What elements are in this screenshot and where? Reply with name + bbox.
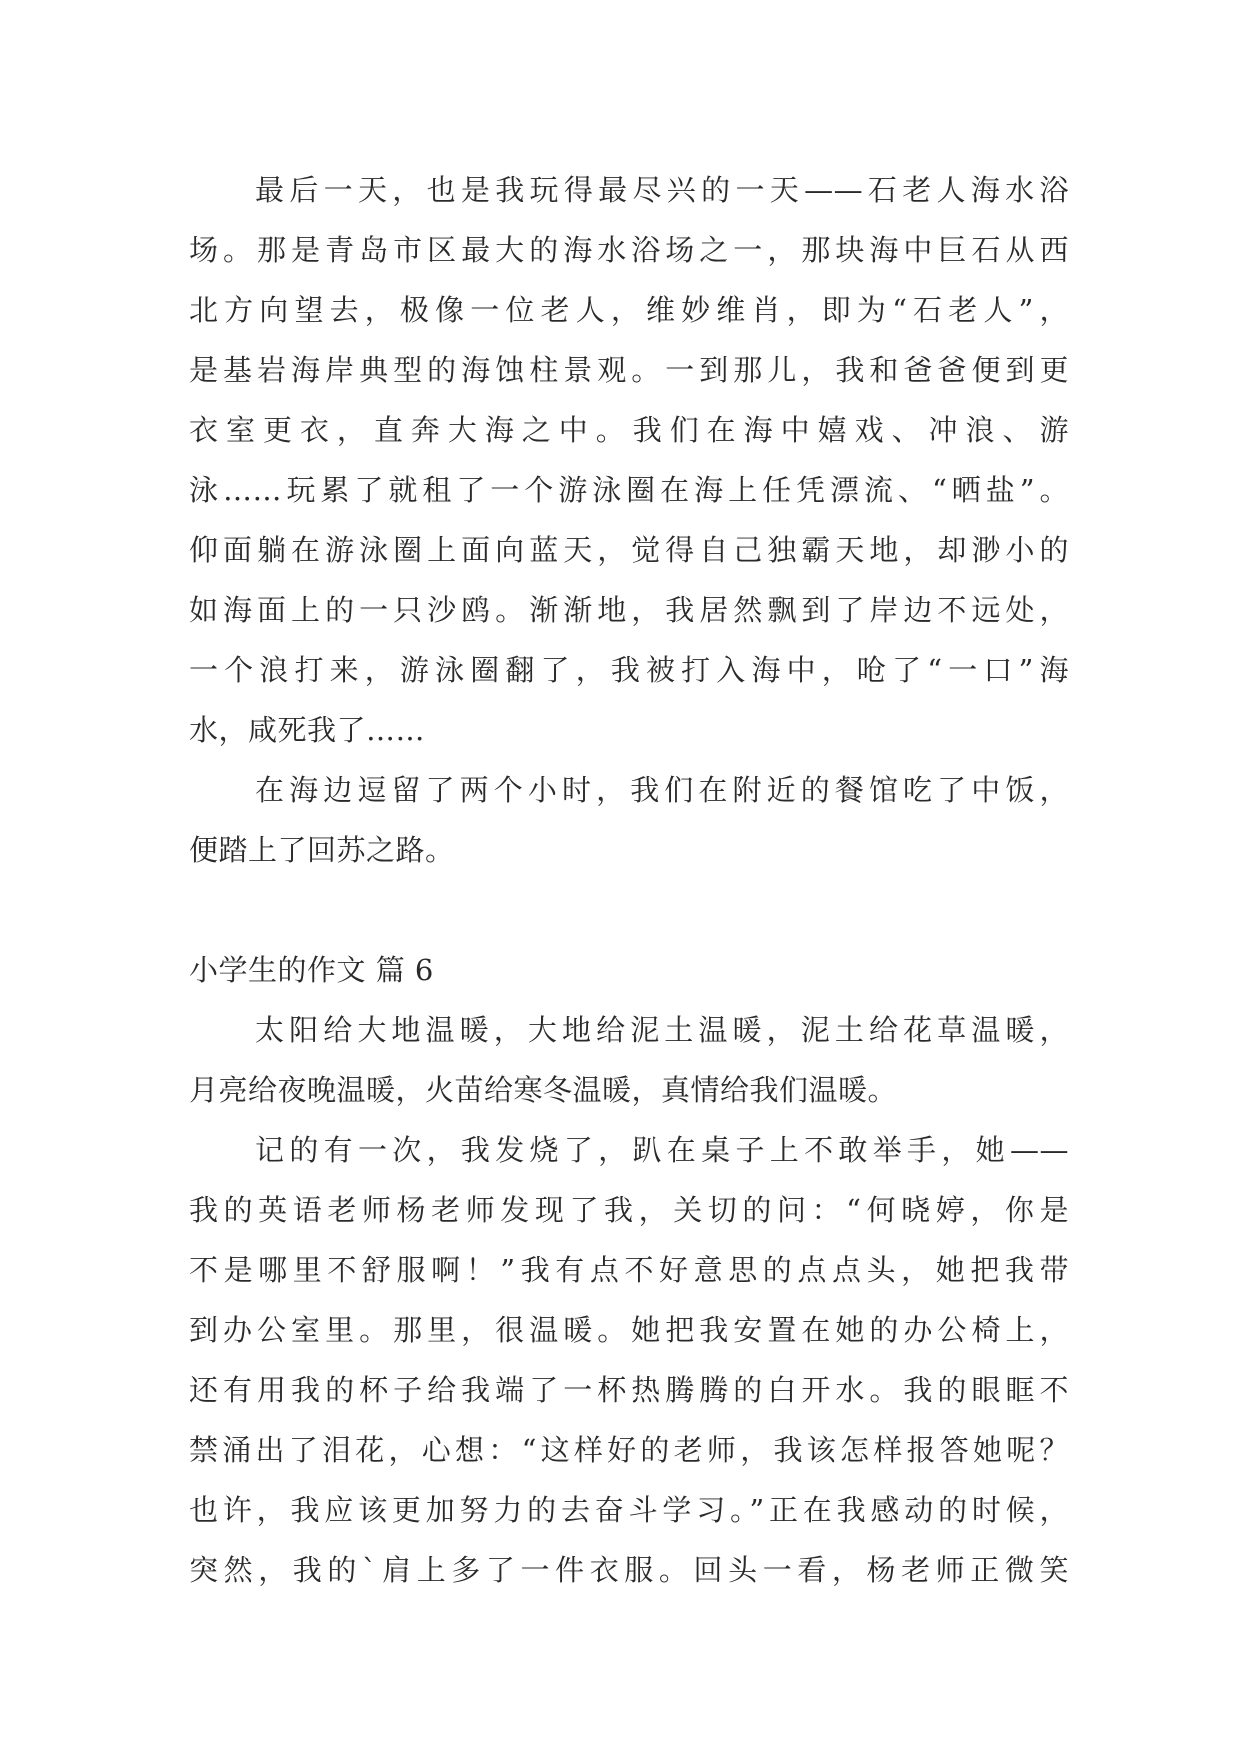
paragraph-2 — [189, 760, 1069, 880]
text-line: 场。那是青岛市区最大的海水浴场之一，那块海中巨石从西 — [189, 233, 1069, 267]
text-line: 到办公室里。那里，很温暖。她把我安置在她的办公椅上， — [189, 1313, 1069, 1347]
text-line: 禁涌出了泪花，心想：“这样好的老师，我该怎样报答她呢？ — [189, 1433, 1069, 1467]
text-line: 太阳给大地温暖，大地给泥土温暖，泥土给花草温暖， — [255, 1013, 1069, 1047]
text-line: 北方向望去，极像一位老人，维妙维肖，即为“石老人”， — [189, 293, 1069, 327]
text-line: 不是哪里不舒服啊！”我有点不好意思的点点头，她把我带 — [189, 1253, 1069, 1287]
section-heading: 小学生的作文 篇 6 — [189, 953, 434, 987]
section-spacer — [189, 880, 1069, 940]
text-line: 便踏上了回苏之路。 — [189, 833, 455, 867]
document-page — [189, 160, 1069, 1600]
text-line: 仰面躺在游泳圈上面向蓝天，觉得自己独霸天地，却渺小的 — [189, 533, 1069, 567]
text-line: 也许，我应该更加努力的去奋斗学习。”正在我感动的时候， — [189, 1493, 1069, 1527]
text-line: 突然，我的`肩上多了一件衣服。回头一看，杨老师正微笑 — [189, 1553, 1069, 1587]
text-line: 最后一天，也是我玩得最尽兴的一天——石老人海水浴 — [255, 173, 1069, 207]
text-line: 还有用我的杯子给我端了一杯热腾腾的白开水。我的眼眶不 — [189, 1373, 1069, 1407]
text-line: 水，咸死我了…… — [189, 713, 426, 747]
text-line: 我的英语老师杨老师发现了我，关切的问：“何晓婷，你是 — [189, 1193, 1069, 1227]
text-line: 一个浪打来，游泳圈翻了，我被打入海中，呛了“一口”海 — [189, 653, 1069, 687]
paragraph-3 — [189, 1000, 1069, 1120]
paragraph-1 — [189, 160, 1069, 760]
text-line: 记的有一次，我发烧了，趴在桌子上不敢举手，她—— — [255, 1133, 1069, 1167]
text-line: 是基岩海岸典型的海蚀柱景观。一到那儿，我和爸爸便到更 — [189, 353, 1069, 387]
text-line: 月亮给夜晚温暖，火苗给寒冬温暖，真情给我们温暖。 — [189, 1073, 898, 1107]
paragraph-4 — [189, 1120, 1069, 1600]
text-line: 泳……玩累了就租了一个游泳圈在海上任凭漂流、“晒盐”。 — [189, 473, 1069, 507]
text-line: 如海面上的一只沙鸥。渐渐地，我居然飘到了岸边不远处， — [189, 593, 1069, 627]
text-line: 衣室更衣，直奔大海之中。我们在海中嬉戏、冲浪、游 — [189, 413, 1069, 447]
text-line: 在海边逗留了两个小时，我们在附近的餐馆吃了中饭， — [255, 773, 1069, 807]
